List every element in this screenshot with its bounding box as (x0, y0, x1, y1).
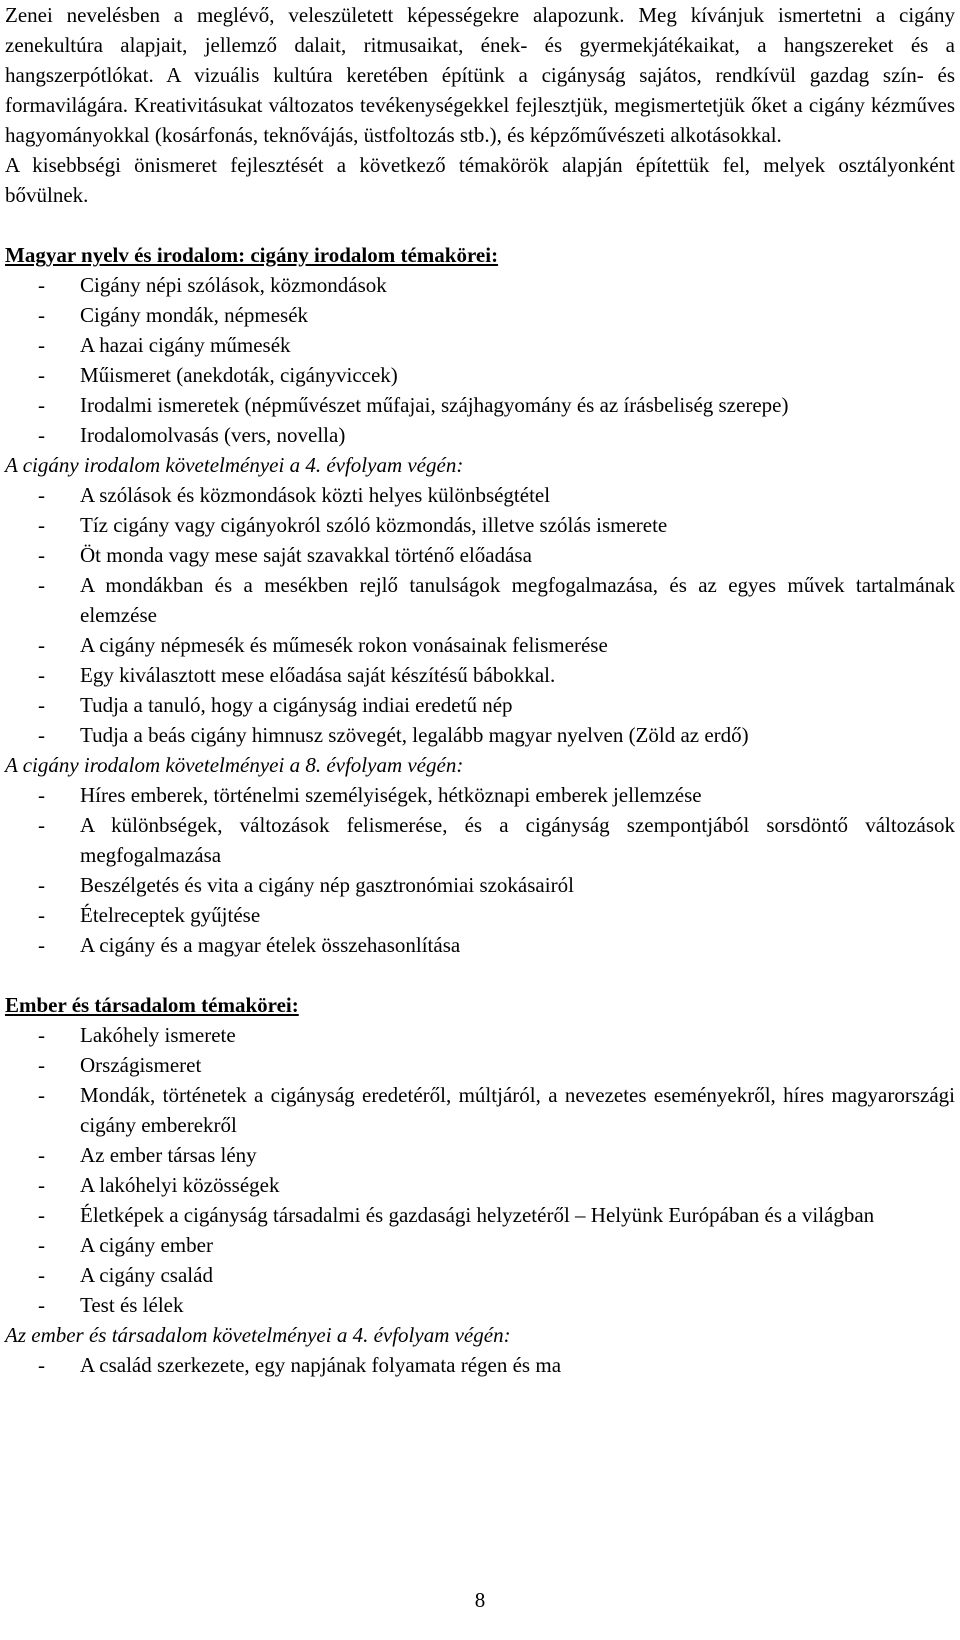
bullet-dash: - (38, 663, 45, 687)
bullet-dash: - (38, 333, 45, 357)
topic-list (5, 270, 955, 450)
bullet-dash: - (38, 1173, 45, 1197)
list-item-text: A lakóhelyi közösségek (80, 1173, 280, 1197)
bullet-dash: - (38, 723, 45, 747)
bullet-dash: - (38, 543, 45, 567)
bullet-dash: - (38, 1263, 45, 1287)
list-item (5, 780, 955, 810)
list-item (5, 870, 955, 900)
bullet-dash: - (38, 1203, 45, 1227)
list-item (5, 540, 955, 570)
list-item (5, 1050, 955, 1080)
bullet-dash: - (38, 693, 45, 717)
list-item (5, 360, 955, 390)
section-heading: Magyar nyelv és irodalom: cigány irodalom témakörei: (5, 243, 499, 267)
intro-paragraph: Zenei nevelésben a meglévő, veleszületett képességekre alapozunk. Meg kívánjuk ismertetni a cigány zenekultúra alapjait, jellemző dalait, ritmusaikat, ének- és gyermekjátékaikat, a hangszereket és a hangszerpótlókat. A vizuális kultúra keretében építünk a cigányság sajátos, rendkívül gazdag szín- és formavilágára. Kreativitásukat változatos tevékenységekkel fejlesztjük, megismertetjük őket a cigány kézműves hagyományokkal (kosárfonás, teknővájás, üstfoltozás stb.), és képzőművészeti alkotásokkal. (5, 3, 955, 147)
list-item-text: A cigány család (80, 1263, 213, 1287)
list-item (5, 270, 955, 300)
list-item (5, 510, 955, 540)
list-item-text: A cigány és a magyar ételek összehasonlítása (80, 933, 461, 957)
topic-list (5, 1020, 955, 1320)
list-item (5, 930, 955, 960)
list-item (5, 1080, 955, 1140)
list-item-text: Egy kiválasztott mese előadása saját készítésű bábokkal. (80, 663, 556, 687)
list-item (5, 300, 955, 330)
bullet-dash: - (38, 1053, 45, 1077)
list-item (5, 330, 955, 360)
bullet-dash: - (38, 273, 45, 297)
list-item (5, 630, 955, 660)
bullet-dash: - (38, 1083, 45, 1107)
bullet-dash: - (38, 483, 45, 507)
list-item-text: Cigány mondák, népmesék (80, 303, 309, 327)
bullet-dash: - (38, 1143, 45, 1167)
list-item (5, 1350, 955, 1380)
bullet-dash: - (38, 423, 45, 447)
bullet-dash: - (38, 1023, 45, 1047)
list-item (5, 1290, 955, 1320)
list-item-text: Beszélgetés és vita a cigány nép gasztronómiai szokásairól (80, 873, 574, 897)
list-item-text: Lakóhely ismerete (80, 1023, 236, 1047)
bullet-dash: - (38, 573, 45, 597)
list-item-text: Cigány népi szólások, közmondások (80, 273, 387, 297)
bullet-dash: - (38, 1353, 45, 1377)
requirements-list (5, 1350, 955, 1380)
section-heading: Ember és társadalom témakörei: (5, 993, 299, 1017)
requirements-title: Az ember és társadalom követelményei a 4. évfolyam végén: (5, 1323, 511, 1347)
list-item-text: Öt monda vagy mese saját szavakkal történő előadása (80, 543, 532, 567)
intro-paragraph: A kisebbségi önismeret fejlesztését a következő témakörök alapján építettük fel, melyek osztályonként bővülnek. (5, 153, 955, 207)
list-item (5, 1260, 955, 1290)
list-item-text: Irodalmi ismeretek (népművészet műfajai, szájhagyomány és az írásbeliség szerepe) (80, 393, 789, 417)
list-item (5, 420, 955, 450)
list-item (5, 1140, 955, 1170)
spacer (5, 210, 955, 240)
list-item (5, 1020, 955, 1050)
page-number: 8 (474, 1588, 486, 1612)
list-item-text: A család szerkezete, egy napjának folyamata régen és ma (80, 1353, 562, 1377)
list-item (5, 810, 955, 870)
list-item-text: Tíz cigány vagy cigányokról szóló közmondás, illetve szólás ismerete (80, 513, 668, 537)
list-item-text: Életképek a cigányság társadalmi és gazdasági helyzetéről – Helyünk Európában és a világban (80, 1203, 875, 1227)
list-item (5, 900, 955, 930)
list-item-text: Műismeret (anekdoták, cigányviccek) (80, 363, 398, 387)
bullet-dash: - (38, 513, 45, 537)
list-item-text: A mondákban és a mesékben rejlő tanulságok megfogalmazása, és az egyes művek tartalmának elemzése (80, 573, 955, 627)
requirements-list (5, 480, 955, 750)
requirements-title: A cigány irodalom követelményei a 4. évfolyam végén: (5, 453, 464, 477)
list-item-text: Ételreceptek gyűjtése (80, 903, 261, 927)
bullet-dash: - (38, 873, 45, 897)
list-item-text: Tudja a tanuló, hogy a cigányság indiai eredetű nép (80, 693, 513, 717)
list-item-text: A hazai cigány műmesék (80, 333, 291, 357)
requirements-list (5, 780, 955, 960)
list-item (5, 1170, 955, 1200)
list-item-text: Irodalomolvasás (vers, novella) (80, 423, 346, 447)
list-item (5, 1230, 955, 1260)
bullet-dash: - (38, 1233, 45, 1257)
list-item-text: Országismeret (80, 1053, 202, 1077)
list-item-text: Az ember társas lény (80, 1143, 257, 1167)
list-item-text: A különbségek, változások felismerése, és a cigányság szempontjából sorsdöntő változások megfogalmazása (80, 813, 955, 867)
bullet-dash: - (38, 303, 45, 327)
bullet-dash: - (38, 1293, 45, 1317)
document-page (5, 0, 955, 1380)
list-item-text: A cigány ember (80, 1233, 213, 1257)
list-item (5, 720, 955, 750)
list-item (5, 390, 955, 420)
list-item-text: Híres emberek, történelmi személyiségek, hétköznapi emberek jellemzése (80, 783, 702, 807)
list-item-text: A szólások és közmondások közti helyes különbségtétel (80, 483, 551, 507)
list-item-text: Test és lélek (80, 1293, 184, 1317)
bullet-dash: - (38, 933, 45, 957)
list-item-text: A cigány népmesék és műmesék rokon vonásainak felismerése (80, 633, 608, 657)
intro-section (5, 0, 955, 210)
bullet-dash: - (38, 363, 45, 387)
bullet-dash: - (38, 903, 45, 927)
list-item (5, 1200, 955, 1230)
list-item-text: Tudja a beás cigány himnusz szövegét, legalább magyar nyelven (Zöld az erdő) (80, 723, 749, 747)
bullet-dash: - (38, 393, 45, 417)
list-item-text: Mondák, történetek a cigányság eredetéről, múltjáról, a nevezetes eseményekről, híres magyarországi cigány emberekről (80, 1083, 955, 1137)
list-item (5, 480, 955, 510)
bullet-dash: - (38, 633, 45, 657)
requirements-title: A cigány irodalom követelményei a 8. évfolyam végén: (5, 753, 464, 777)
list-item (5, 660, 955, 690)
bullet-dash: - (38, 813, 45, 837)
bullet-dash: - (38, 783, 45, 807)
list-item (5, 690, 955, 720)
spacer (5, 960, 955, 990)
list-item (5, 570, 955, 630)
